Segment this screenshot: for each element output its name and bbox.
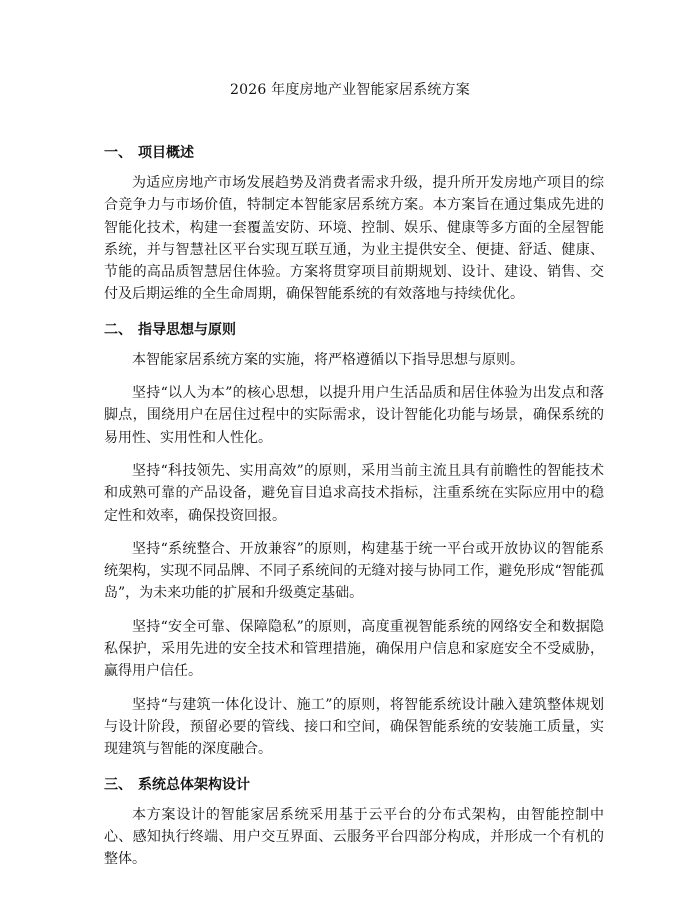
paragraph: 坚持“以人为本”的核心思想，以提升用户生活品质和居住体验为出发点和落脚点，围绕用户在居住过程中的实际需求，设计智能化功能与场景，确保系统的易用性、实用性和人性化。 [104, 385, 604, 446]
document-title: 2026 年度房地产业智能家居系统方案 [230, 82, 470, 98]
paragraph: 本方案设计的智能家居系统采用基于云平台的分布式架构，由智能控制中心、感知执行终端、用户交互界面、云服务平台四部分构成，并形成一个有机的整体。 [104, 806, 604, 868]
section-number: 一、 [104, 145, 132, 161]
section-heading [104, 775, 604, 795]
document-body [104, 143, 604, 881]
section-system-architecture [104, 775, 604, 871]
section-number: 三、 [104, 776, 132, 793]
section-heading-text: 项目概述 [138, 145, 194, 161]
section-heading-text: 系统总体架构设计 [138, 776, 250, 793]
paragraph: 本智能家居系统方案的实施，将严格遵循以下指导思想与原则。 [132, 351, 524, 368]
section-project-overview [104, 143, 604, 306]
section-heading [104, 320, 604, 340]
paragraph: 坚持“安全可靠、保障隐私”的原则，高度重视智能系统的网络安全和数据隐私保护，采用先进的安全技术和管理措施，确保用户信息和家庭安全不受威胁，赢得用户信任。 [104, 618, 604, 680]
paragraph: 坚持“科技领先、实用高效”的原则，采用当前主流且具有前瞻性的智能技术和成熟可靠的产品设备，避免盲目追求高技术指标，注重系统在实际应用中的稳定性和效率，确保投资回报。 [104, 462, 604, 524]
paragraph: 坚持“系统整合、开放兼容”的原则，构建基于统一平台或开放协议的智能系统架构，实现不同品牌、不同子系统间的无缝对接与协同工作，避免形成“智能孤岛”，为未来功能的扩展和升级奠定基础。 [104, 540, 604, 602]
paragraph: 坚持“与建筑一体化设计、施工”的原则，将智能系统设计融入建筑整体规划与设计阶段，预留必要的管线、接口和空间，确保智能系统的安装施工质量，实现建筑与智能的深度融合。 [104, 696, 604, 758]
section-heading-text: 指导思想与原则 [138, 321, 236, 338]
section-heading [104, 143, 604, 163]
section-guiding-principles [104, 320, 604, 761]
paragraph: 为适应房地产市场发展趋势及消费者需求升级，提升所开发房地产项目的综合竞争力与市场价值，特制定本智能家居系统方案。本方案旨在通过集成先进的智能化技术，构建一套覆盖安防、环境、控制、娱乐、健康等多方面的全屋智能系统，并与智慧社区平台实现互联互通，为业主提供安全、便捷、舒适、健康、节能的高品质智慧居住体验。方案将贯穿项目前期规划、设计、建设、销售、交付及后期运维的全生命周期，确保智能系统的有效落地与持续优化。 [104, 175, 604, 303]
section-number: 二、 [104, 321, 132, 338]
